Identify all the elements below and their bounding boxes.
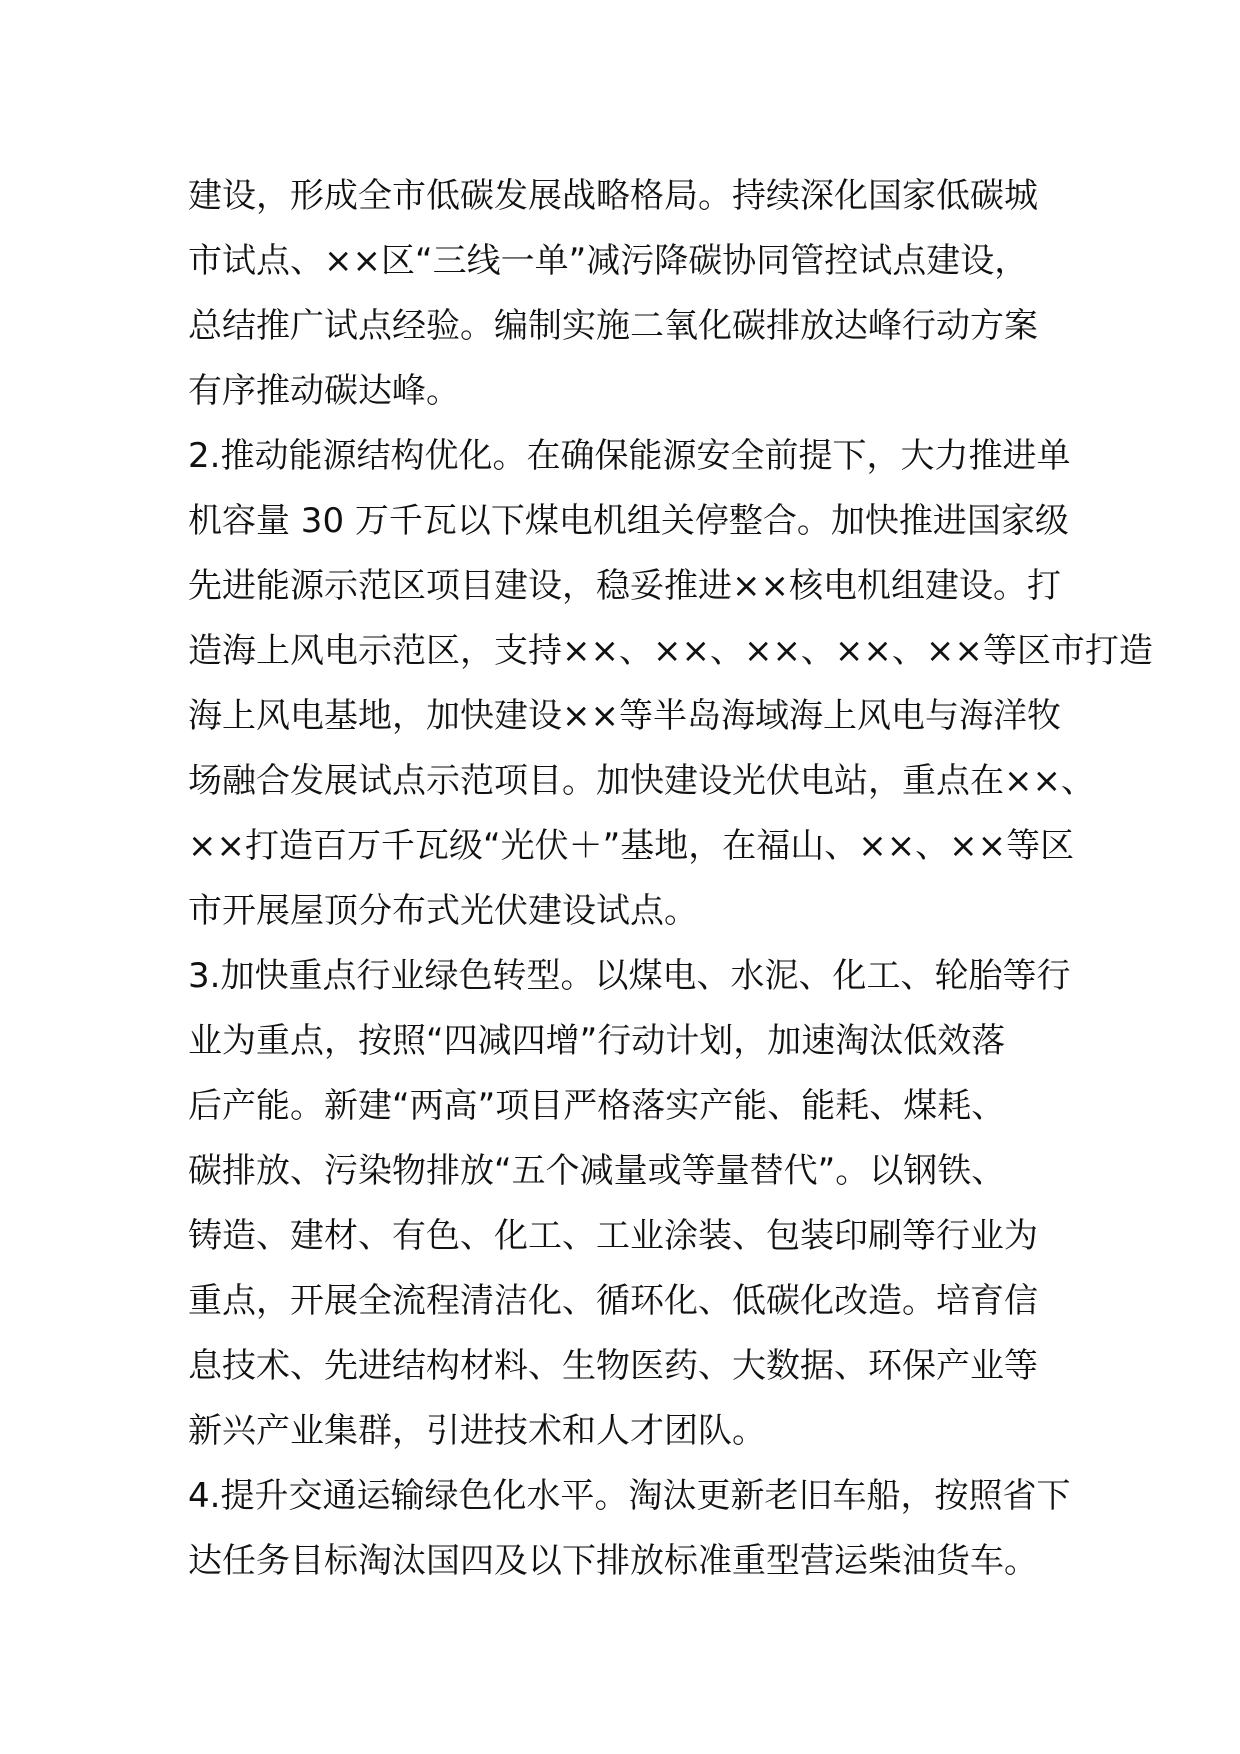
text-line-22: 达任务目标淘汰国四及以下排放标准重型营运柴油货车。 bbox=[188, 1541, 1038, 1581]
text-line-14: 业为重点，按照“四减四增”行动计划，加速淘汰低效落 bbox=[188, 1021, 1006, 1061]
text-line-10: 场融合发展试点示范项目。加快建设光伏电站，重点在××、 bbox=[188, 761, 1095, 801]
text-line-11: ××打造百万千瓦级“光伏＋”基地，在福山、××、××等区 bbox=[188, 826, 1075, 866]
document-body bbox=[188, 164, 1153, 1594]
text-line-2: 市试点、××区“三线一单”减污降碳协同管控试点建设， bbox=[188, 241, 1029, 281]
text-line-4: 有序推动碳达峰。 bbox=[188, 371, 460, 411]
text-line-20: 新兴产业集群，引进技术和人才团队。 bbox=[188, 1411, 766, 1451]
text-line-18: 重点，开展全流程清洁化、循环化、低碳化改造。培育信 bbox=[188, 1281, 1038, 1321]
section-3-heading-line: 3.加快重点行业绿色转型。以煤电、水泥、化工、轮胎等行 bbox=[188, 956, 1071, 996]
text-line-1: 建设，形成全市低碳发展战略格局。持续深化国家低碳城 bbox=[188, 176, 1038, 216]
text-line-3: 总结推广试点经验。编制实施二氧化碳排放达峰行动方案 bbox=[188, 306, 1038, 346]
text-line-7: 先进能源示范区项目建设，稳妥推进××核电机组建设。打 bbox=[188, 566, 1061, 606]
section-4-heading-line: 4.提升交通运输绿色化水平。淘汰更新老旧车船，按照省下 bbox=[188, 1476, 1071, 1516]
section-2-heading-line: 2.推动能源结构优化。在确保能源安全前提下，大力推进单 bbox=[188, 436, 1071, 476]
text-line-15: 后产能。新建“两高”项目严格落实产能、能耗、煤耗、 bbox=[188, 1086, 1006, 1126]
text-line-6: 机容量 30 万千瓦以下煤电机组关停整合。加快推进国家级 bbox=[188, 501, 1069, 541]
text-line-8: 造海上风电示范区，支持××、××、××、××、××等区市打造 bbox=[188, 631, 1153, 671]
text-line-17: 铸造、建材、有色、化工、工业涂装、包装印刷等行业为 bbox=[188, 1216, 1038, 1256]
text-line-12: 市开展屋顶分布式光伏建设试点。 bbox=[188, 891, 698, 931]
text-line-19: 息技术、先进结构材料、生物医药、大数据、环保产业等 bbox=[188, 1346, 1038, 1386]
text-line-9: 海上风电基地，加快建设××等半岛海域海上风电与海洋牧 bbox=[188, 696, 1061, 736]
text-line-16: 碳排放、污染物排放“五个减量或等量替代”。以钢铁、 bbox=[188, 1151, 1006, 1191]
